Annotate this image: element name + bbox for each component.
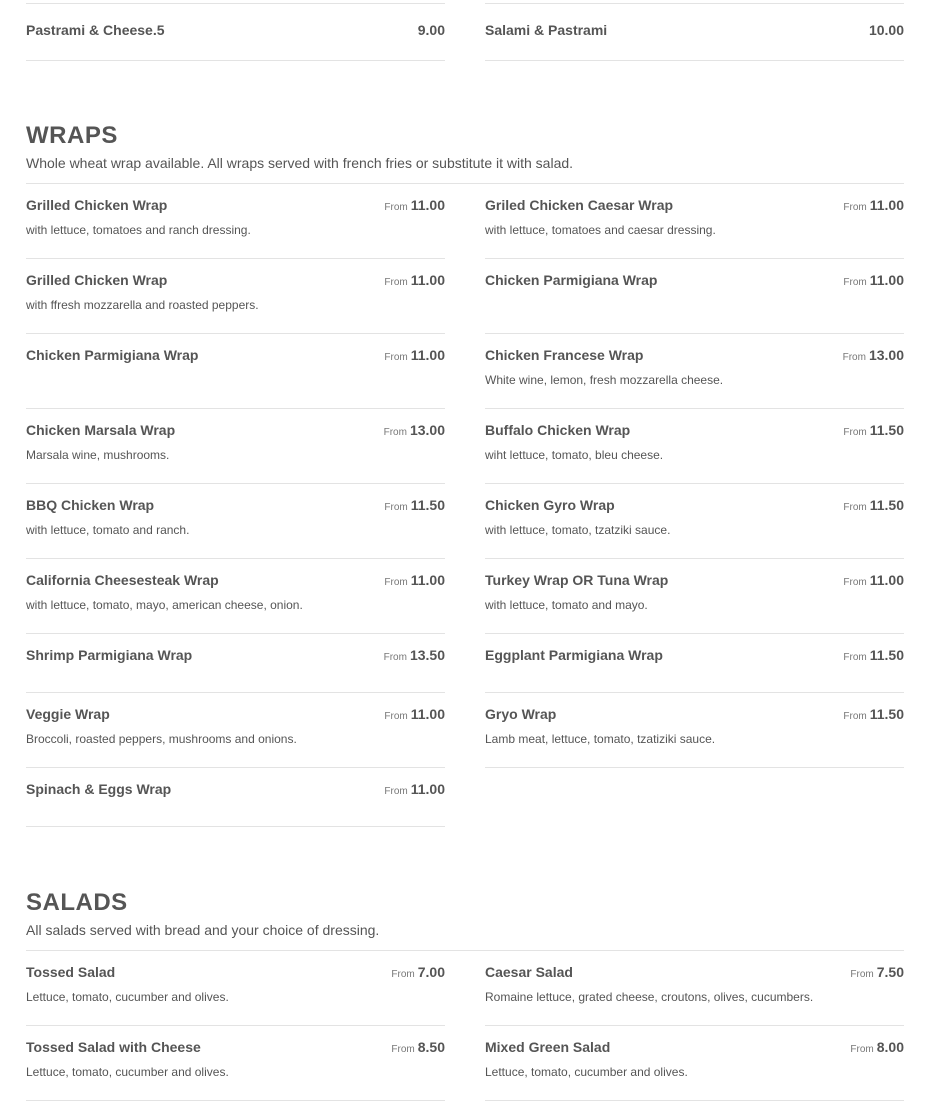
price-amount: 13.00	[868, 347, 904, 363]
item-name: Caesar Salad	[485, 964, 573, 980]
item-name: Mixed Green Salad	[485, 1039, 611, 1055]
menu-item[interactable]	[26, 768, 445, 827]
item-description: Lettuce, tomato, cucumber and olives.	[485, 1065, 688, 1079]
menu-item[interactable]	[26, 559, 445, 634]
menu-item[interactable]	[26, 634, 445, 693]
item-description: with lettuce, tomato and ranch.	[26, 523, 190, 537]
item-name: Chicken Parmigiana Wrap	[485, 272, 658, 288]
from-label: From	[843, 202, 867, 213]
item-name: Turkey Wrap OR Tuna Wrap	[485, 572, 669, 588]
menu-item[interactable]	[485, 3, 904, 61]
item-price	[391, 1039, 445, 1055]
item-description: Lettuce, tomato, cucumber and olives.	[26, 1065, 229, 1079]
from-label: From	[391, 1044, 415, 1055]
menu-item[interactable]	[485, 184, 904, 259]
item-name: Salami & Pastrami	[485, 22, 608, 38]
from-label: From	[850, 1044, 874, 1055]
from-label: From	[384, 786, 408, 797]
from-label: From	[843, 652, 867, 663]
section-title-wraps: WRAPS	[26, 122, 118, 149]
price-amount: 11.00	[869, 272, 904, 288]
price-amount: 7.50	[876, 964, 904, 980]
from-label: From	[843, 711, 867, 722]
salads-left-column	[26, 951, 445, 1101]
item-price	[843, 272, 904, 288]
item-price	[843, 497, 904, 513]
menu-item[interactable]	[26, 693, 445, 768]
price-amount: 13.50	[409, 647, 445, 663]
from-label: From	[843, 577, 867, 588]
price-amount: 13.00	[409, 422, 445, 438]
item-price	[384, 706, 445, 722]
item-name: Veggie Wrap	[26, 706, 110, 722]
from-label: From	[384, 577, 408, 588]
item-name: Chicken Marsala Wrap	[26, 422, 176, 438]
item-price	[843, 422, 904, 438]
item-price: 9.00	[417, 22, 445, 38]
item-description: wiht lettuce, tomato, bleu cheese.	[485, 448, 664, 462]
item-description: Lettuce, tomato, cucumber and olives.	[26, 990, 229, 1004]
from-label: From	[384, 352, 408, 363]
item-price: 10.00	[868, 22, 904, 38]
item-name: BBQ Chicken Wrap	[26, 497, 155, 513]
item-name: Gryo Wrap	[485, 706, 557, 722]
item-name: Eggplant Parmigiana Wrap	[485, 647, 663, 663]
from-label: From	[843, 427, 867, 438]
from-label: From	[842, 352, 866, 363]
item-price	[384, 647, 445, 663]
from-label: From	[391, 969, 415, 980]
price-amount: 11.00	[410, 572, 445, 588]
price-amount: 11.50	[869, 706, 904, 722]
item-name: Chicken Parmigiana Wrap	[26, 347, 199, 363]
from-label: From	[383, 652, 407, 663]
menu-item[interactable]	[485, 409, 904, 484]
menu-item[interactable]	[26, 951, 445, 1026]
item-name: Chicken Gyro Wrap	[485, 497, 615, 513]
menu-item[interactable]	[26, 3, 445, 61]
price-amount: 11.00	[410, 706, 445, 722]
section-subtitle-wraps: Whole wheat wrap available. All wraps served with french fries or substitute it with salad.	[26, 155, 574, 171]
from-label: From	[850, 969, 874, 980]
item-name: California Cheesesteak Wrap	[26, 572, 219, 588]
price-amount: 11.00	[410, 197, 445, 213]
item-price	[384, 272, 445, 288]
item-name: Griled Chicken Caesar Wrap	[485, 197, 674, 213]
item-description: with lettuce, tomato, mayo, american cheese, onion.	[26, 598, 303, 612]
item-description: Romaine lettuce, grated cheese, croutons, olives, cucumbers.	[485, 990, 814, 1004]
menu-item[interactable]	[26, 259, 445, 334]
item-price	[843, 197, 904, 213]
item-name: Grilled Chicken Wrap	[26, 197, 168, 213]
menu-item[interactable]	[485, 951, 904, 1026]
menu-item[interactable]	[26, 409, 445, 484]
section-subtitle-salads: All salads served with bread and your choice of dressing.	[26, 922, 380, 938]
item-price	[391, 964, 445, 980]
menu-item[interactable]	[485, 693, 904, 768]
item-description: with ffresh mozzarella and roasted peppers.	[26, 298, 259, 312]
from-label: From	[384, 502, 408, 513]
item-description: with lettuce, tomato and mayo.	[485, 598, 648, 612]
from-label: From	[384, 711, 408, 722]
section-title-salads: SALADS	[26, 889, 128, 916]
item-description: Marsala wine, mushrooms.	[26, 448, 170, 462]
item-name: Spinach & Eggs Wrap	[26, 781, 172, 797]
menu-item[interactable]	[26, 1026, 445, 1101]
item-description: with lettuce, tomatoes and ranch dressing.	[26, 223, 251, 237]
price-amount: 11.50	[869, 647, 904, 663]
wraps-right-column	[485, 184, 904, 768]
price-amount: 11.50	[869, 497, 904, 513]
item-price	[843, 572, 904, 588]
price-amount: 11.00	[869, 572, 904, 588]
menu-item[interactable]	[485, 484, 904, 559]
salads-right-column	[485, 951, 904, 1101]
from-label: From	[843, 277, 867, 288]
item-name: Buffalo Chicken Wrap	[485, 422, 631, 438]
item-price	[850, 1039, 904, 1055]
item-price	[384, 197, 445, 213]
item-price	[384, 781, 445, 797]
item-price	[384, 572, 445, 588]
menu-item[interactable]	[485, 1026, 904, 1101]
from-label: From	[384, 277, 408, 288]
menu-item[interactable]	[26, 184, 445, 259]
item-name: Pastrami & Cheese.5	[26, 22, 165, 38]
item-price	[843, 647, 904, 663]
item-description: White wine, lemon, fresh mozzarella cheese.	[485, 373, 724, 387]
price-amount: 11.00	[869, 197, 904, 213]
item-name: Chicken Francese Wrap	[485, 347, 644, 363]
wraps-left-column	[26, 184, 445, 827]
price-amount: 11.00	[410, 347, 445, 363]
price-amount: 11.00	[410, 272, 445, 288]
price-amount: 7.00	[417, 964, 445, 980]
item-name: Tossed Salad with Cheese	[26, 1039, 201, 1055]
from-label: From	[843, 502, 867, 513]
price-amount: 11.50	[410, 497, 445, 513]
menu-item[interactable]	[485, 634, 904, 693]
item-name: Shrimp Parmigiana Wrap	[26, 647, 193, 663]
item-price	[850, 964, 904, 980]
item-name: Grilled Chicken Wrap	[26, 272, 168, 288]
price-amount: 8.50	[417, 1039, 445, 1055]
from-label: From	[384, 202, 408, 213]
menu-item[interactable]	[26, 484, 445, 559]
item-price	[843, 347, 904, 363]
from-label: From	[383, 427, 407, 438]
item-price	[384, 422, 445, 438]
menu-item[interactable]	[485, 559, 904, 634]
item-description: Broccoli, roasted peppers, mushrooms and onions.	[26, 732, 297, 746]
item-price	[384, 347, 445, 363]
price-amount: 11.50	[869, 422, 904, 438]
price-amount: 8.00	[876, 1039, 904, 1055]
menu-item[interactable]	[26, 334, 445, 409]
item-description: with lettuce, tomato, tzatziki sauce.	[485, 523, 671, 537]
menu-item[interactable]	[485, 259, 904, 334]
item-name: Tossed Salad	[26, 964, 116, 980]
item-description: with lettuce, tomatoes and caesar dressing.	[485, 223, 716, 237]
price-amount: 11.00	[410, 781, 445, 797]
item-description: Lamb meat, lettuce, tomato, tzatiziki sauce.	[485, 732, 716, 746]
menu-item[interactable]	[485, 334, 904, 409]
item-price	[384, 497, 445, 513]
item-price	[843, 706, 904, 722]
